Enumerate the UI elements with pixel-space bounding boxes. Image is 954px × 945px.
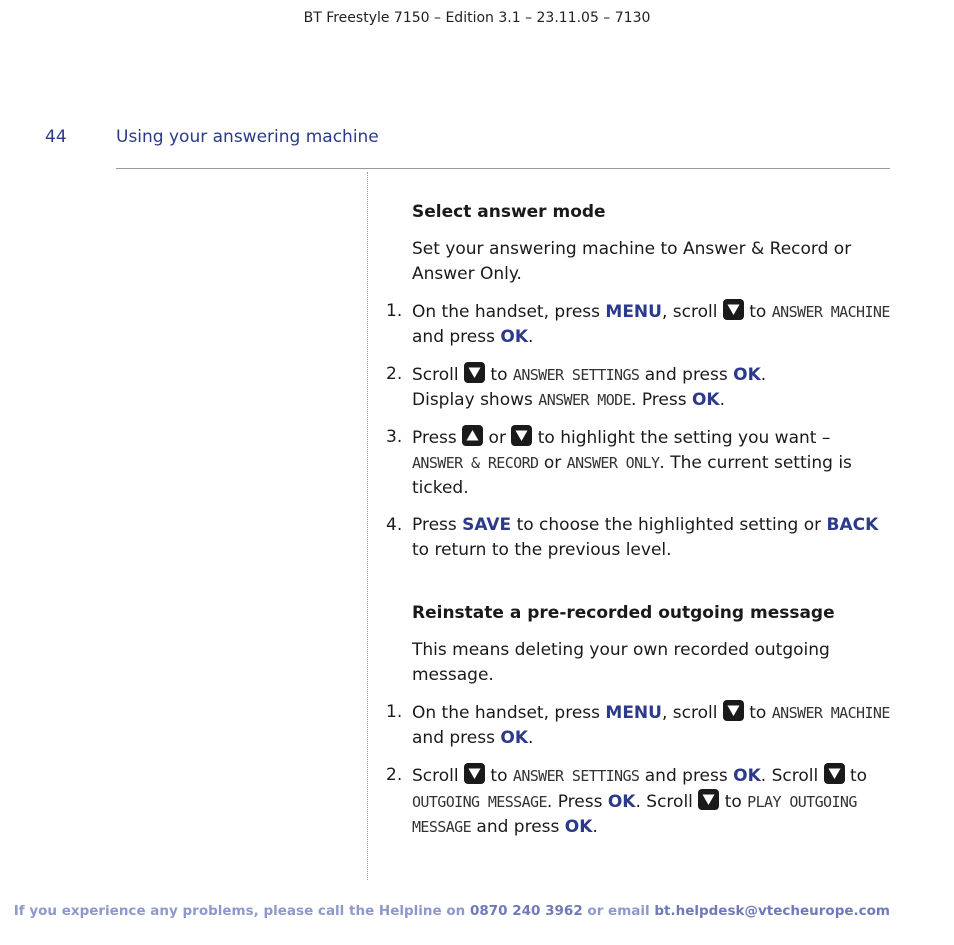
step-text: . (592, 817, 598, 837)
lcd-text: ANSWER ONLY (566, 454, 660, 472)
select-answer-mode-steps (386, 299, 890, 563)
step-number: 1. (386, 301, 403, 321)
save-key-label: SAVE (462, 515, 512, 535)
step-text: to (719, 792, 748, 812)
ok-key-label: OK (733, 365, 761, 385)
back-key-label: BACK (826, 515, 879, 535)
step-text: . (528, 728, 534, 748)
step-text: to (743, 302, 772, 322)
down-arrow-key-icon (464, 763, 485, 784)
step-text: to (844, 766, 868, 786)
footer-prefix: If you experience any problems, please call the Helpline on (13, 903, 470, 919)
lcd-text: ANSWER MACHINE (771, 704, 890, 722)
select-answer-mode-heading: Select answer mode (412, 202, 606, 222)
lcd-text: ANSWER SETTINGS (512, 767, 640, 785)
footer-middle: or email (582, 903, 655, 919)
step-number: 3. (386, 427, 403, 447)
down-arrow-key-icon (464, 362, 485, 383)
helpline-email-link[interactable]: bt.helpdesk@vtecheurope.com (654, 903, 890, 919)
step-number: 1. (386, 702, 403, 722)
step-text: and press (639, 766, 734, 786)
step-text: . (528, 327, 534, 347)
step-number: 4. (386, 515, 403, 535)
helpline-phone: 0870 240 3962 (469, 903, 583, 919)
step-text: Scroll (412, 365, 465, 385)
step-text: to return to the previous level. (412, 540, 672, 560)
up-arrow-key-icon (462, 425, 483, 446)
step-text: Scroll (412, 766, 465, 786)
down-arrow-key-icon (723, 700, 744, 721)
header-rule (116, 168, 890, 169)
step-text: Display shows (412, 390, 539, 410)
ok-key-label: OK (607, 792, 636, 812)
lcd-text: ANSWER MODE (538, 391, 632, 409)
lcd-text: OUTGOING MESSAGE (412, 793, 547, 811)
step-text: or (483, 428, 512, 448)
column-divider (367, 172, 368, 880)
step-text: On the handset, press (412, 302, 606, 322)
step-text: Press (412, 515, 463, 535)
step-text: and press (639, 365, 734, 385)
step-text: to choose the highlighted setting or (511, 515, 827, 535)
list-item (386, 700, 890, 751)
down-arrow-key-icon (723, 299, 744, 320)
step-text: and press (471, 817, 565, 837)
menu-key-label: MENU (605, 302, 662, 322)
list-item (386, 513, 890, 563)
ok-key-label: OK (500, 728, 528, 748)
list-item (386, 362, 890, 413)
lcd-text: ANSWER & RECORD (412, 454, 539, 472)
document-header: BT Freestyle 7150 – Edition 3.1 – 23.11.05 – 7130 (303, 10, 651, 26)
step-text: . Press (546, 792, 608, 812)
step-text: . (760, 365, 767, 385)
down-arrow-key-icon (824, 763, 845, 784)
step-number: 2. (386, 765, 403, 785)
ok-key-label: OK (564, 817, 593, 837)
step-text: , scroll (661, 302, 723, 322)
main-content (386, 200, 890, 852)
step-text: On the handset, press (412, 703, 606, 723)
step-text: . The current setting is ticked. (412, 453, 852, 498)
select-answer-mode-intro: Set your answering machine to Answer & Record or Answer Only. (412, 239, 852, 284)
step-text: Press (412, 428, 463, 448)
helpline-footer (0, 903, 890, 919)
step-text: to highlight the setting you want – (532, 428, 831, 448)
reinstate-message-heading: Reinstate a pre-recorded outgoing message (412, 603, 835, 623)
ok-key-label: OK (500, 327, 528, 347)
step-text: or (538, 453, 567, 473)
ok-key-label: OK (691, 390, 720, 410)
step-text: , scroll (661, 703, 723, 723)
down-arrow-key-icon (698, 789, 719, 810)
page-number: 44 (45, 127, 67, 147)
step-text: to (485, 766, 513, 786)
down-arrow-key-icon (511, 425, 532, 446)
step-text: to (485, 365, 513, 385)
step-number: 2. (386, 364, 403, 384)
step-text: . Press (631, 390, 692, 410)
menu-key-label: MENU (605, 703, 662, 723)
step-text: and press (412, 327, 501, 347)
page-section-title: Using your answering machine (116, 127, 379, 147)
lcd-text: ANSWER MACHINE (771, 303, 890, 321)
step-text: . (719, 390, 725, 410)
list-item (386, 763, 890, 840)
reinstate-message-intro: This means deleting your own recorded outgoing message. (412, 640, 830, 685)
step-text: to (743, 703, 772, 723)
step-text: . Scroll (635, 792, 699, 812)
step-text: . Scroll (760, 766, 824, 786)
step-text: and press (412, 728, 501, 748)
list-item (386, 425, 890, 501)
lcd-text: PLAY OUTGOING MESSAGE (412, 793, 857, 836)
lcd-text: ANSWER SETTINGS (512, 366, 640, 384)
ok-key-label: OK (733, 766, 761, 786)
reinstate-message-steps (386, 700, 890, 840)
list-item (386, 299, 890, 350)
